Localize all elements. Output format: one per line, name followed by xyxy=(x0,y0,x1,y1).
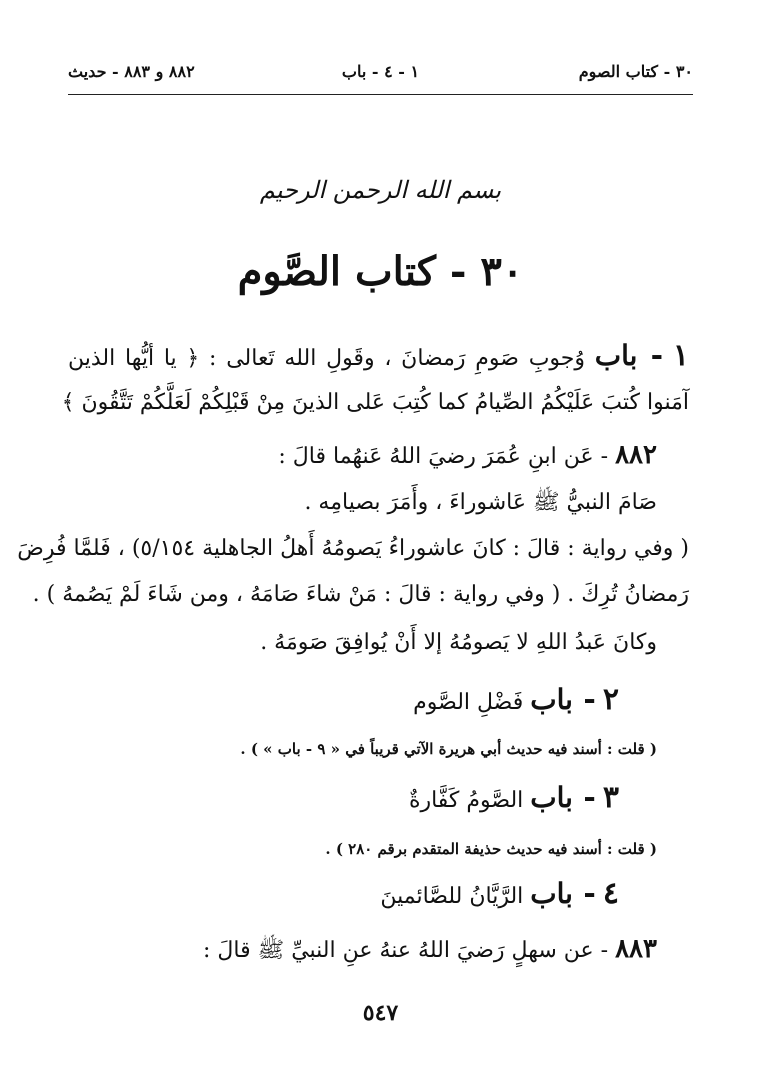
bab1-text-line1: وُجوبِ صَومِ رَمضانَ ، وقَولِ الله تَعالى : ﴿ يا أيُّها الذين xyxy=(68,346,585,371)
page-number: ٥٤٧ xyxy=(362,1000,399,1026)
hadith882-line3: رَمضانُ تُرِكَ . ( وفي رواية : قالَ : مَنْ شاءَ صَامَهُ ، ومن شَاءَ لَمْ يَصُمهُ ) . xyxy=(32,582,689,607)
hadith882-intro-line xyxy=(68,440,657,470)
book-title: ٣٠ - كتاب الصَّوم xyxy=(237,248,524,295)
header-chapter-range: ١ - ٤ - باب xyxy=(341,62,420,81)
bab1-line1: ١ - باب وُجوبِ صَومِ رَمضانَ ، وقَولِ الله تَعالى : ﴿ يا أيُّها الذين xyxy=(68,338,689,373)
bab2-word: باب xyxy=(530,683,573,716)
bab3-title: الصَّومُ كَفَّارةٌ xyxy=(408,788,524,813)
basmala: بسم الله الرحمن الرحيم xyxy=(259,176,502,204)
hadith882-line4: وكانَ عَبدُ اللهِ لا يَصومُهُ إلا أَنْ يُوافِقَ صَومَهُ . xyxy=(260,630,657,655)
hadith882-intro: - عَن ابنِ عُمَرَ رضيَ اللهُ عَنهُما قالَ : xyxy=(278,444,609,469)
bab3-note: ( قلت : أسند فيه حديث حذيفة المتقدم برقم ٢٨٠ ) . xyxy=(325,840,657,858)
hadith882-line2: ( وفي رواية : قالَ : كانَ عاشوراءُ يَصومُهُ أَهلُ الجاهلية ٥/١٥٤) ، فَلمَّا فُرِضَ xyxy=(17,536,689,561)
bab4-title: الرَّيَّانُ للصَّائمينَ xyxy=(380,884,524,909)
hadith882-number: ٨٨٢ xyxy=(615,440,657,470)
bab1-word: باب xyxy=(594,339,638,372)
bab2-heading: ٢ - باب فَضْلِ الصَّوم xyxy=(413,682,619,717)
bab4-heading: ٤ - باب الرَّيَّانُ للصَّائمينَ xyxy=(380,876,619,911)
hadith883-intro-line xyxy=(68,934,657,968)
hadith883-number: ٨٨٣ xyxy=(615,934,657,964)
bab4-word: باب xyxy=(530,877,573,910)
header-book-title: ٣٠ - كتاب الصوم xyxy=(578,62,693,81)
bab3-number: ٣ xyxy=(602,780,619,815)
bab1-line2 xyxy=(61,390,689,415)
bab2-number: ٢ xyxy=(602,682,619,717)
running-header xyxy=(68,62,693,92)
bab2-title: فَضْلِ الصَّوم xyxy=(413,690,524,715)
hadith883-intro: - عن سهلٍ رَضيَ اللهُ عنهُ عنِ النبيِّ ﷺ قالَ : xyxy=(203,938,609,963)
header-rule xyxy=(68,94,693,95)
bab2-note: ( قلت : أسند فيه حديث أبي هريرة الآتي قريباً في « ٩ - باب » ) . xyxy=(240,740,657,758)
hadith882-line1: صَامَ النبيُّ ﷺ عَاشوراءَ ، وأَمَرَ بصيامِه . xyxy=(304,490,657,515)
bab3-heading: ٣ - باب الصَّومُ كَفَّارةٌ xyxy=(408,780,619,815)
bab3-word: باب xyxy=(530,781,573,814)
bab4-number: ٤ xyxy=(602,876,619,911)
bab1-text-line2: آمَنوا كُتبَ عَلَيْكُمُ الصِّيامُ كما كُتِبَ عَلى الذينَ مِنْ قَبْلِكُمْ لَعَلَّكُمْ تَتَّقُونَ ﴾ xyxy=(61,390,689,415)
bab1-number: ١ xyxy=(672,338,689,373)
header-hadith-range: ٨٨٢ و ٨٨٣ - حديث xyxy=(68,62,195,81)
